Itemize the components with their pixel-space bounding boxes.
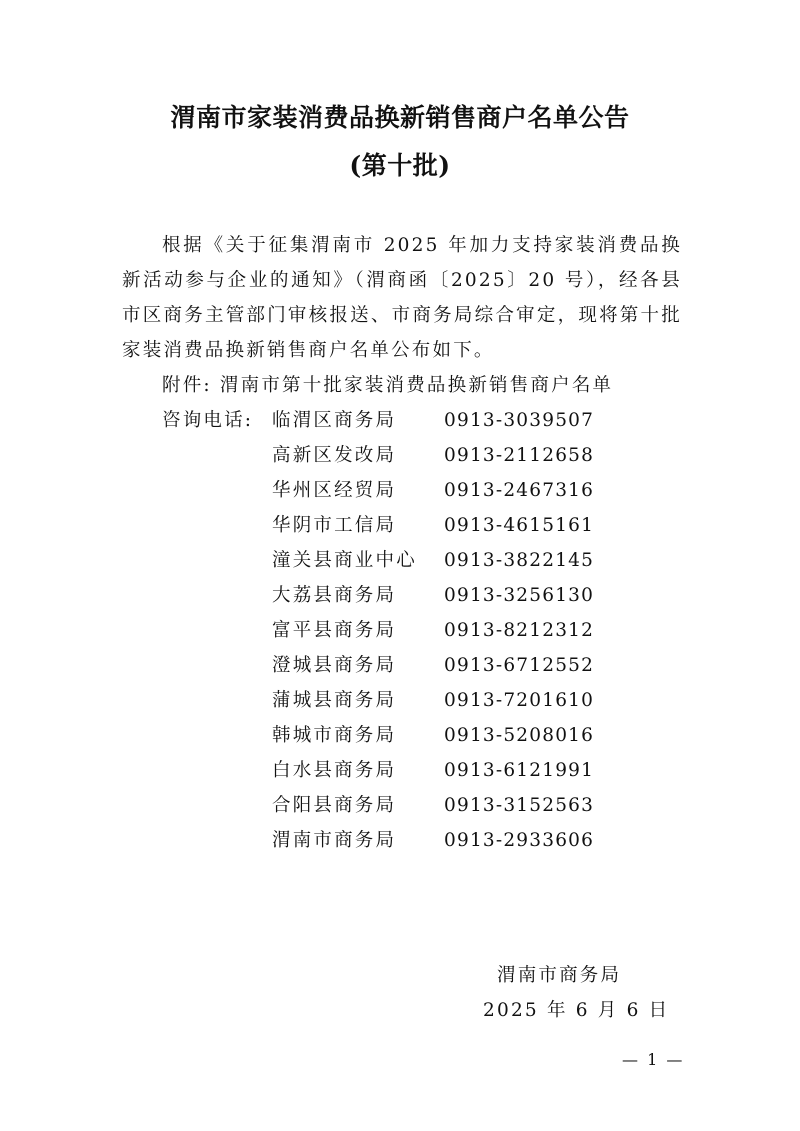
signature-org: 渭南市商务局 <box>497 965 622 986</box>
contact-label: 咨询电话: <box>162 410 254 431</box>
contact-phone: 0913-2112658 <box>444 445 595 466</box>
contact-phone: 0913-7201610 <box>444 690 595 711</box>
body-paragraph: 根据《关于征集渭南市 2025 年加力支持家装消费品换新活动参与企业的通知》（渭商函〔2025〕20 号），经各县市区商务主管部门审核报送、市商务局综合审定，现将第十批家装消费品换新销售商户名单公布如下。 <box>122 235 682 361</box>
contact-org: 华州区经贸局 <box>272 480 397 501</box>
contact-org: 潼关县商业中心 <box>272 550 417 571</box>
document-title: 渭南市家装消费品换新销售商户名单公告 <box>170 103 630 132</box>
contact-phone: 0913-8212312 <box>444 620 595 641</box>
contact-phone: 0913-6121991 <box>444 760 595 781</box>
contact-row <box>272 508 595 543</box>
contact-phone: 0913-2933606 <box>444 830 595 851</box>
contact-org: 临渭区商务局 <box>272 410 397 431</box>
contact-org: 大荔县商务局 <box>272 585 397 606</box>
contact-row <box>272 823 595 858</box>
contact-phone: 0913-4615161 <box>444 515 595 536</box>
contact-phone: 0913-5208016 <box>444 725 595 746</box>
page-number: — 1 — <box>622 1050 685 1069</box>
contact-org: 渭南市商务局 <box>272 830 397 851</box>
contact-row <box>272 403 595 438</box>
document-subtitle-batch: (第十批) <box>349 151 451 180</box>
contact-org: 韩城市商务局 <box>272 725 397 746</box>
contact-org: 合阳县商务局 <box>272 795 397 816</box>
contact-phone: 0913-3256130 <box>444 585 595 606</box>
contact-row <box>272 613 595 648</box>
contact-row <box>272 788 595 823</box>
contact-row <box>272 438 595 473</box>
contact-row <box>272 718 595 753</box>
contact-row <box>272 648 595 683</box>
contact-phone: 0913-3152563 <box>444 795 595 816</box>
contact-row <box>272 543 595 578</box>
contact-org: 富平县商务局 <box>272 620 397 641</box>
contact-list <box>272 403 595 858</box>
contact-phone: 0913-2467316 <box>444 480 595 501</box>
contact-phone: 0913-6712552 <box>444 655 595 676</box>
contact-org: 白水县商务局 <box>272 760 397 781</box>
attachment-line: 附件: 渭南市第十批家装消费品换新销售商户名单 <box>162 375 614 396</box>
contact-org: 蒲城县商务局 <box>272 690 397 711</box>
contact-row <box>272 683 595 718</box>
contact-org: 高新区发改局 <box>272 445 397 466</box>
contact-org: 华阴市工信局 <box>272 515 397 536</box>
contact-row <box>272 753 595 788</box>
contact-row <box>272 578 595 613</box>
contact-row <box>272 473 595 508</box>
contact-org: 澄城县商务局 <box>272 655 397 676</box>
signature-date: 2025 年 6 月 6 日 <box>483 1000 670 1021</box>
contact-phone: 0913-3039507 <box>444 410 595 431</box>
contact-phone: 0913-3822145 <box>444 550 595 571</box>
